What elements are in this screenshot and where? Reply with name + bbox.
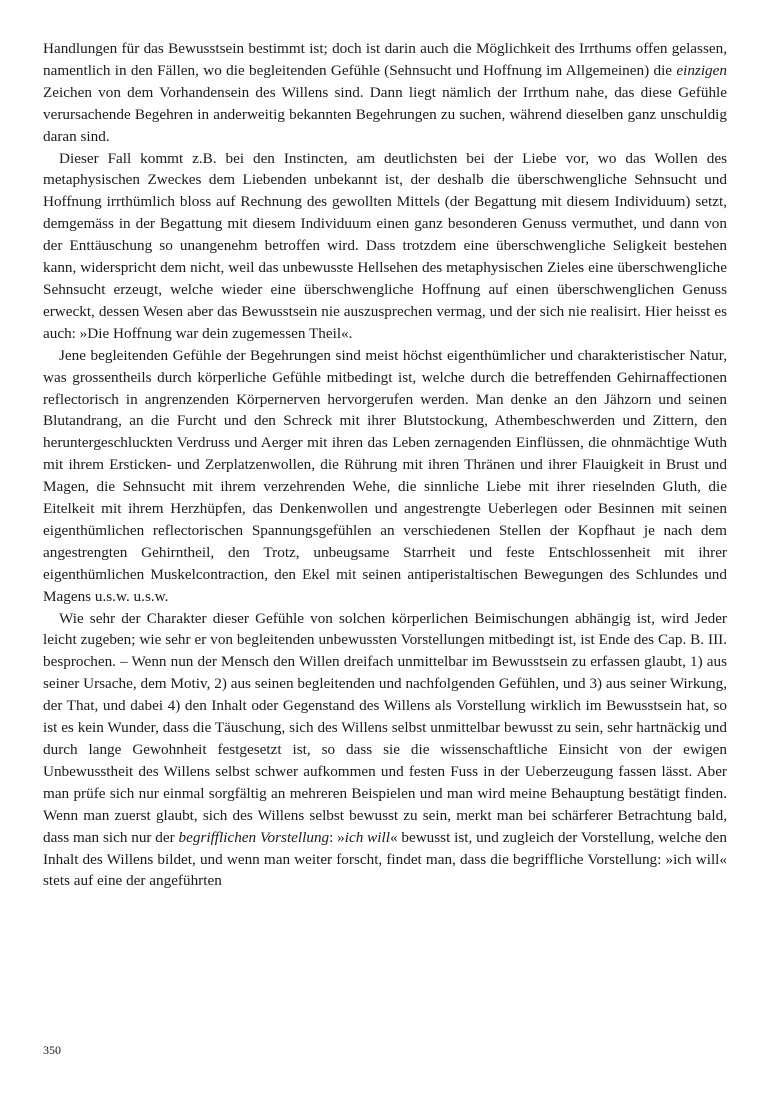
- text-run: : »: [329, 828, 345, 846]
- italic-run: ich will: [344, 828, 390, 846]
- text-run: Wie sehr der Charakter dieser Gefühle von solchen körperlichen Beimischungen abhängig ist, wird Jeder leicht zugeben; wie sehr er von begleitenden unbewussten Vorstellungen mitbedingt ist, ist Ende des Cap. B. III. besprochen. – Wenn nun der Mensch den Willen dreifach unmittelbar im Bewusstsein zu erfassen glaubt, 1) aus seiner Ursache, dem Motiv, 2) aus seinen begleitenden und nachfolgenden Gefühlen, und 3) aus seiner Wirkung, der That, und dabei 4) den Inhalt oder Gegenstand des Willens als Vorstellung wirklich im Bewusstsein hat, so ist es kein Wunder, dass die Täuschung, sich des Willens selbst unmittelbar bewusst zu sein, sehr hartnäckig und durch lange Gewohnheit festgesetzt ist, so dass sie die wissenschaftliche Einsicht von der ewigen Unbewusstheit des Willens selbst schwer aufkommen und festen Fuss in der Ueberzeugung fassen lässt. Aber man prüfe sich nur einmal sorgfältig an mehreren Beispielen und man wird meine Behauptung bestätigt finden. Wenn man zuerst glaubt, sich des Willens selbst bewusst zu sein, merkt man bei schärferer Betrachtung bald, dass man sich nur der: [43, 609, 727, 846]
- italic-run: einzigen: [676, 61, 727, 79]
- paragraph: [43, 148, 727, 345]
- paragraph: [43, 345, 727, 608]
- paragraph: [43, 38, 727, 148]
- page-number: 350: [43, 1043, 61, 1057]
- text-run: Jene begleitenden Gefühle der Begehrungen sind meist höchst eigenthümlicher und charakteristischer Natur, was grossentheils durch körperliche Gefühle mitbedingt ist, welche durch die betreffenden Gehirnaffectionen reflectorisch in angrenzenden Körpernerven hervorgerufen werden. Man denke an den Jähzorn und seinen Blutandrang, an die Furcht und den Schreck mit ihrer Blutstockung, Athembeschwerden und Zittern, den heruntergeschluckten Verdruss und Aerger mit ihren das Leben zernagenden Einflüssen, die ohnmächtige Wuth mit ihrem Ersticken- und Zerplatzenwollen, die Rührung mit ihren Thränen und ihrer Flauigkeit in Brust und Magen, die Sehnsucht mit ihrem verzehrenden Wehe, die sinnliche Liebe mit ihrer rieselnden Gluth, die Eitelkeit mit ihrem Herzhüpfen, das Denkenwollen und angestrengte Ueberlegen oder Besinnen mit seinen eigenthümlichen reflectorischen Spannungsgefühlen an verschiedenen Stellen der Kopfhaut je nach dem angestrengten Gehirntheil, den Trotz, unbeugsame Starrheit und feste Entschlossenheit mit ihrer eigenthümlichen Muskelcontraction, den Ekel mit seinen antiperistaltischen Bewegungen des Schlundes und Magens u.s.w. u.s.w.: [43, 346, 727, 605]
- text-run: Zeichen von dem Vorhandensein des Willens sind. Dann liegt nämlich der Irrthum nahe, das diese Gefühle verursachende Begehren in anderweitig bekannten Begehrungen zu suchen, während dieselben ganz unschuldig daran sind.: [43, 83, 727, 145]
- page-body: [43, 38, 727, 892]
- text-run: « bewusst ist, und zugleich der Vorstellung, welche den Inhalt des Willens bildet, und wenn man weiter forscht, findet man, dass die begriffliche Vorstellung: »ich will« stets auf eine der angeführten: [43, 828, 728, 890]
- italic-run: begrifflichen Vorstellung: [178, 828, 330, 846]
- paragraph: [43, 608, 727, 893]
- text-run: Dieser Fall kommt z.B. bei den Instincten, am deutlichsten bei der Liebe vor, wo das Wollen des metaphysischen Zweckes dem Liebenden unbekannt ist, der deshalb die überschwengliche Sehnsucht und Hoffnung irrthümlich bloss auf Rechnung des gewollten Mittels (der Begattung mit diesem Individuum) setzt, demgemäss in der Begattung mit diesem Individuum einen ganz besonderen Genuss vermuthet, und dann von der Enttäuschung so unangenehm betroffen wird. Dass trotzdem eine überschwengliche Seligkeit bestehen kann, widerspricht dem nicht, weil das unbewusste Hellsehen des metaphysischen Zieles eine überschwengliche Sehnsucht erzeugt, welche wieder eine überschwengliche Hoffnung auf einen überschwenglichen Genuss erweckt, dessen Wesen aber das Bewusstsein nie auszusprechen vermag, und der sich nie realisirt. Hier heisst es auch: »Die Hoffnung war dein zugemessen Theil«.: [43, 149, 727, 342]
- text-run: Handlungen für das Bewusstsein bestimmt ist; doch ist darin auch die Möglichkeit des Irrthums offen gelassen, namentlich in den Fällen, wo die begleitenden Gefühle (Sehnsucht und Hoffnung im Allgemeinen) die: [43, 40, 727, 79]
